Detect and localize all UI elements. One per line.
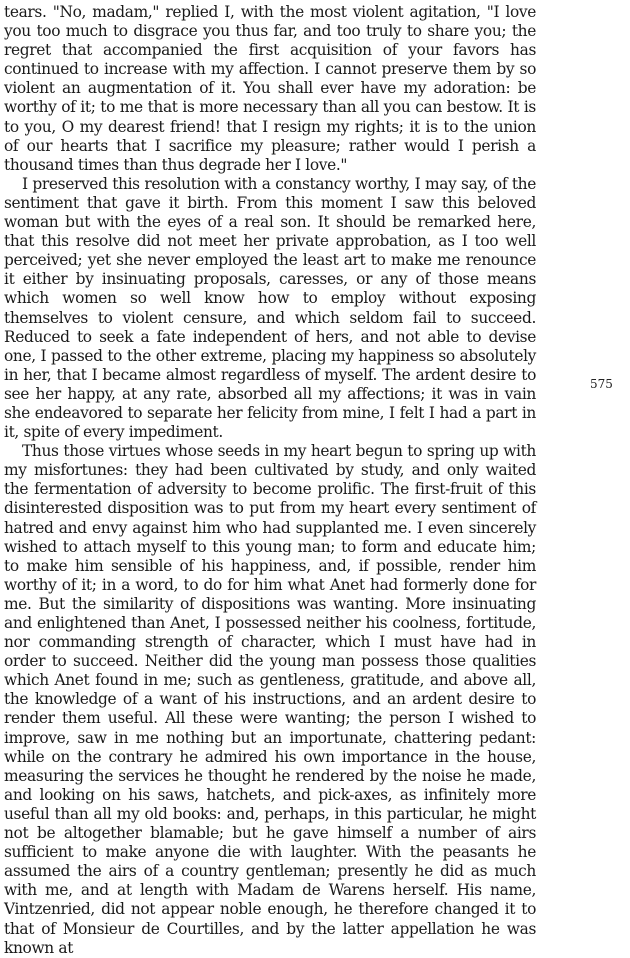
paragraph-continued: tears. "No, madam," replied I, with the most violent agitation, "I love you too much to disgrace you thus far, and too truly to share you; the regret that accompanied the first acquisition of your favors has continued to increase with my affection. I cannot preserve them by so violent an augmentation of it. You shall ever have my adoration: be worthy of it; to me that is more necessary than all you can bestow. It is to you, O my dearest friend! that I resign my rights; it is to the union of our hearts that I sacrifice my pleasure; rather would I perish a thousand times than thus degrade her I love."	[4, 3, 536, 174]
paragraph: I preserved this resolution with a constancy worthy, I may say, of the sentiment that gave it birth. From this moment I saw this beloved woman but with the eyes of a real son. It should be remarked here, that this resolve did not meet her private approbation, as I too well perceived; yet she never employed the least art to make me renounce it either by insinuating proposals, caresses, or any of those means which women so well know how to employ without exposing themselves to violent censure, and which seldom fail to succeed. Reduced to seek a fate independent of hers, and not able to devise one, I passed to the other extreme, placing my happiness so absolutely in her, that I became almost regardless of myself. The ardent desire to see her happy, at any rate, absorbed all my affections; it was in vain she endeavored to separate her felicity from mine, I felt I had a part in it, spite of every impediment.	[4, 174, 536, 442]
paragraph: Thus those virtues whose seeds in my heart begun to spring up with my misfortunes: they had been cultivated by study, and only waited the fermentation of adversity to become prolific. The first-fruit of this disinterested disposition was to put from my heart every sentiment of hatred and envy against him who had supplanted me. I even sincerely wished to attach myself to this young man; to form and educate him; to make him sensible of his happiness, and, if possible, render him worthy of it; in a word, to do for him what Anet had formerly done for me. But the similarity of dispositions was wanting. More insinuating and enlightened than Anet, I possessed neither his coolness, fortitude, nor commanding strength of character, which I must have had in order to succeed. Neither did the young man possess those qualities which Anet found in me; such as gentleness, gratitude, and above all, the knowledge of a want of his instructions, and an ardent desire to render them useful. All these were wanting; the person I wished to improve, saw in me nothing but an importunate, chattering pedant: while on the contrary he admired his own importance in the house, measuring the services he thought he rendered by the noise he made, and looking on his saws, hatchets, and pick-axes, as infinitely more useful than all my old books: and, perhaps, in this particular, he might not be altogether blamable; but he gave himself a number of airs sufficient to make anyone die with laughter. With the peasants he assumed the airs of a country gentleman; presently he did as much with me, and at length with Madam de Warens herself. His name, Vintzenried, did not appear noble enough, he therefore changed it to that of Monsieur de Courtilles, and by the latter appellation he was known at	[4, 442, 536, 957]
margin-line-number: 575	[590, 377, 613, 391]
body-text	[4, 3, 536, 958]
